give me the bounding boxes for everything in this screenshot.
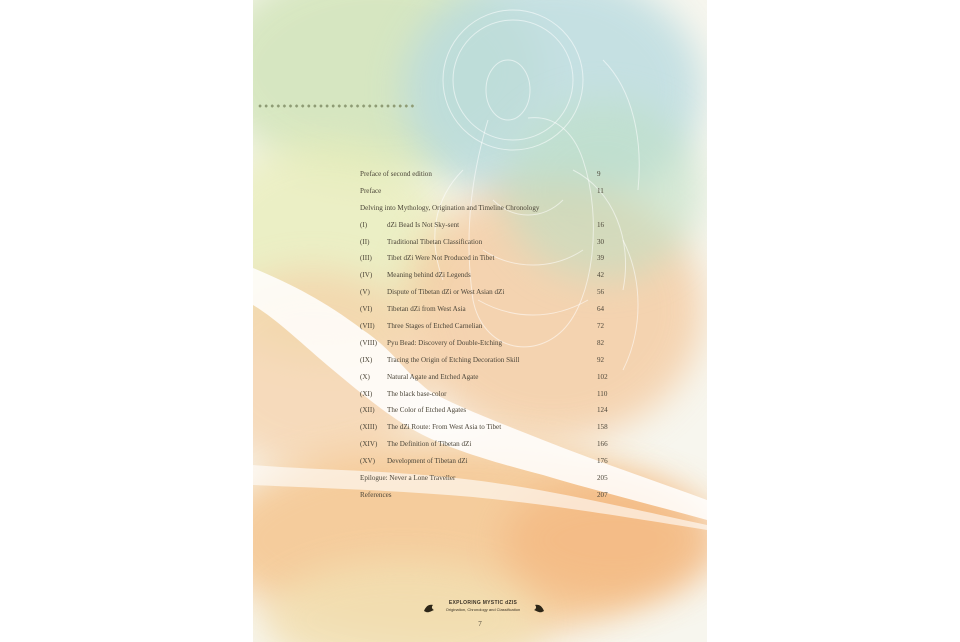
chapter-page-number: 56: [597, 288, 605, 297]
page-number: 7: [478, 620, 482, 628]
chapter-page-number: 72: [597, 322, 605, 331]
chapter-title: Preface of second edition: [360, 170, 432, 178]
chapter-number: (V): [360, 288, 370, 297]
dotted-rule: [257, 104, 417, 108]
dragon-icon: [423, 602, 435, 614]
toc-entry: [360, 391, 610, 408]
toc-entry: [360, 188, 610, 205]
toc-entry: [360, 306, 610, 323]
chapter-title: Tibetan dZi from West Asia: [387, 305, 466, 314]
footer-subtitle: Origination, Chronology and Classification: [445, 607, 521, 612]
toc-entry: [360, 475, 610, 492]
chapter-page-number: 9: [597, 170, 601, 178]
chapter-page-number: 158: [597, 423, 608, 432]
toc-entry: [360, 492, 610, 509]
chapter-page-number: 30: [597, 237, 605, 246]
chapter-number: (IV): [360, 271, 373, 280]
toc-entry: [360, 171, 610, 188]
dragon-icon: [533, 602, 545, 614]
chapter-title: Meaning behind dZi Legends: [387, 271, 471, 280]
chapter-page-number: 92: [597, 355, 605, 364]
chapter-page-number: 205: [597, 474, 608, 483]
chapter-number: (VII): [360, 322, 375, 331]
chapter-title: Traditional Tibetan Classification: [387, 237, 483, 246]
toc-entry: [360, 357, 610, 374]
toc-entry: [360, 458, 610, 475]
footer: [403, 600, 563, 612]
chapter-page-number: 64: [597, 305, 605, 314]
chapter-page-number: 166: [597, 440, 608, 449]
table-of-contents: [360, 171, 610, 509]
toc-entry: [360, 424, 610, 441]
chapter-number: (I): [360, 220, 368, 229]
toc-entry: [360, 222, 610, 239]
chapter-page-number: 124: [597, 406, 608, 415]
footer-title: EXPLORING MYSTIC dZIS: [448, 600, 518, 606]
chapter-page-number: 11: [597, 186, 604, 195]
chapter-number: (X): [360, 372, 370, 381]
toc-entry: [360, 289, 610, 306]
chapter-title: References: [360, 490, 392, 499]
chapter-title: Epilogue: Never a Lone Traveller: [360, 474, 456, 483]
chapter-title: Tracing the Origin of Etching Decoration Skill: [387, 355, 520, 364]
chapter-page-number: 207: [597, 490, 608, 499]
chapter-page-number: 176: [597, 457, 608, 466]
chapter-title: dZi Bead Is Not Sky-sent: [387, 220, 460, 229]
chapter-number: (XIII): [360, 423, 377, 432]
chapter-title: The Color of Etched Agates: [387, 406, 467, 415]
chapter-number: (XIV): [360, 440, 378, 449]
chapter-page-number: 82: [597, 338, 605, 347]
chapter-number: (II): [360, 237, 370, 246]
toc-entry: [360, 374, 610, 391]
chapter-page-number: 102: [597, 372, 608, 381]
chapter-number: (XII): [360, 406, 375, 415]
chapter-title: Delving into Mythology, Origination and Timeline Chronology: [360, 203, 540, 212]
chapter-title: Preface: [360, 186, 382, 195]
chapter-page-number: 16: [597, 220, 605, 229]
chapter-number: (VI): [360, 305, 373, 314]
chapter-title: The Definition of Tibetan dZi: [387, 440, 472, 449]
toc-entry: [360, 239, 610, 256]
chapter-number: (III): [360, 254, 372, 263]
chapter-title: Tibet dZi Were Not Produced in Tibet: [387, 254, 495, 263]
toc-entry: [360, 323, 610, 340]
book-page: [253, 0, 707, 642]
chapter-number: (IX): [360, 355, 373, 364]
chapter-title: The black base-color: [387, 389, 447, 398]
toc-entry: [360, 340, 610, 357]
chapter-number: (XV): [360, 457, 375, 466]
toc-entry: [360, 255, 610, 272]
toc-entry: [360, 407, 610, 424]
chapter-number: (VIII): [360, 338, 377, 347]
chapter-title: Natural Agate and Etched Agate: [387, 372, 479, 381]
chapter-page-number: 39: [597, 254, 605, 263]
chapter-title: Pyu Bead: Discovery of Double-Etching: [387, 338, 503, 347]
chapter-title: Dispute of Tibetan dZi or West Asian dZi: [387, 288, 505, 297]
toc-entry: [360, 205, 610, 222]
chapter-number: (XI): [360, 389, 373, 398]
chapter-page-number: 42: [597, 271, 605, 280]
toc-entry: [360, 441, 610, 458]
toc-entry: [360, 272, 610, 289]
chapter-page-number: 110: [597, 389, 608, 398]
chapter-title: The dZi Route: From West Asia to Tibet: [387, 423, 502, 432]
chapter-title: Three Stages of Etched Carnelian: [387, 322, 483, 331]
chapter-title: Development of Tibetan dZi: [387, 457, 468, 466]
